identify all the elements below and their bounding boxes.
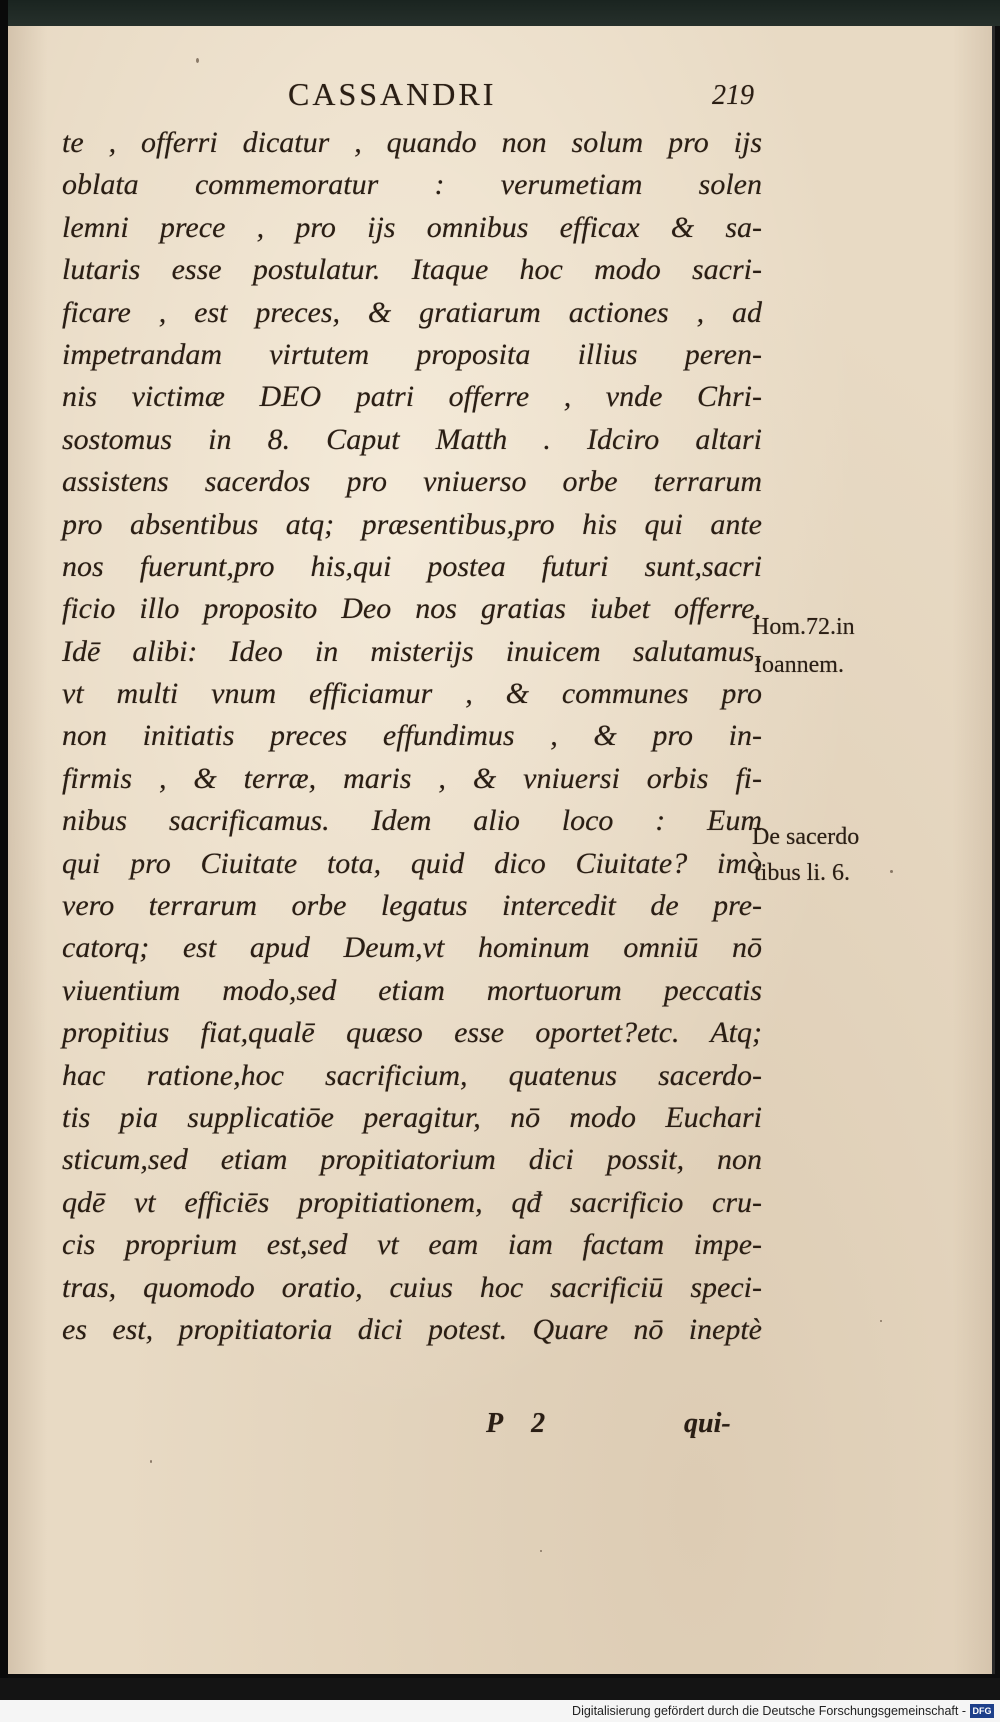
margin-note-homily: Hom.72.in xyxy=(752,614,855,640)
text-line: viuentium modo,sed etiam mortuorum peccatis xyxy=(62,973,762,1007)
text-line: assistens sacerdos pro vniuerso orbe terrarum xyxy=(62,465,762,499)
text-line: propitius fiat,qualē quæso esse oportet?etc. Atq; xyxy=(62,1016,762,1050)
margin-note-homily-cont: Ioannem. xyxy=(754,652,844,678)
dfg-logo-icon: DFG xyxy=(970,1704,994,1718)
text-line: cis proprium est,sed vt eam iam factam impe- xyxy=(62,1228,762,1262)
text-line: non initiatis preces effundimus , & pro in- xyxy=(62,719,762,753)
text-line: ficare , est preces, & gratiarum actiones , ad xyxy=(62,295,762,329)
text-line: lutaris esse postulatur. Itaque hoc modo sacri- xyxy=(62,253,762,287)
text-line: vt multi vnum efficiamur , & communes pro xyxy=(62,677,762,711)
text-line: impetrandam virtutem proposita illius peren- xyxy=(62,337,762,371)
text-line: ficio illo proposito Deo nos gratias iubet offerre. xyxy=(62,592,762,626)
text-line: vero terrarum orbe legatus intercedit de pre- xyxy=(62,889,762,923)
body-text xyxy=(62,122,762,1351)
text-line: oblata commemoratur : verumetiam solen xyxy=(62,168,762,202)
text-line: firmis , & terræ, maris , & vniuersi orbis fi- xyxy=(62,761,762,795)
text-line: tras, quomodo oratio, cuius hoc sacrificiū speci- xyxy=(62,1270,762,1304)
text-line: qdē vt efficiēs propitiationem, qđ sacrificio cru- xyxy=(62,1185,762,1219)
text-line: lemni prece , pro ijs omnibus efficax & sa- xyxy=(62,210,762,244)
text-line: nos fuerunt,pro his,qui postea futuri sunt,sacri xyxy=(62,549,762,583)
footer-credit-text: Digitalisierung gefördert durch die Deutsche Forschungsgemeinschaft - xyxy=(572,1704,966,1718)
page-number: 219 xyxy=(712,80,754,111)
text-line: pro absentibus atq; præsentibus,pro his qui ante xyxy=(62,507,762,541)
text-line: Idē alibi: Ideo in misterijs inuicem salutamus, xyxy=(62,634,762,668)
digitization-footer xyxy=(0,1700,1000,1722)
text-line: qui pro Ciuitate tota, quid dico Ciuitate? imò xyxy=(62,846,762,880)
text-line: hac ratione,hoc sacrificium, quatenus sacerdo- xyxy=(62,1058,762,1092)
scanner-top-edge xyxy=(0,0,1000,26)
margin-note-de-sacerdotibus-cont: tibus li. 6. xyxy=(754,860,851,886)
running-head: CASSANDRI xyxy=(288,76,497,112)
text-line: es est, propitiatoria dici potest. Quare nō ineptè xyxy=(62,1312,762,1346)
catchword: qui- xyxy=(684,1408,731,1439)
text-line: tis pia supplicatiōe peragitur, nō modo Euchari xyxy=(62,1100,762,1134)
text-line: nibus sacrificamus. Idem alio loco : Eum xyxy=(62,804,762,838)
text-line: catorq; est apud Deum,vt hominum omniū nō xyxy=(62,931,762,965)
text-line: te , offerri dicatur , quando non solum pro ijs xyxy=(62,126,762,159)
text-line: sostomus in 8. Caput Matth . Idciro altari xyxy=(62,422,762,456)
margin-note-de-sacerdotibus: De sacerdo xyxy=(752,824,860,850)
signature-mark: P 2 xyxy=(486,1408,546,1439)
text-line: sticum,sed etiam propitiatorium dici possit, non xyxy=(62,1143,762,1177)
text-line: nis victimæ DEO patri offerre , vnde Chri- xyxy=(62,380,762,414)
scanner-left-edge xyxy=(0,0,8,1722)
